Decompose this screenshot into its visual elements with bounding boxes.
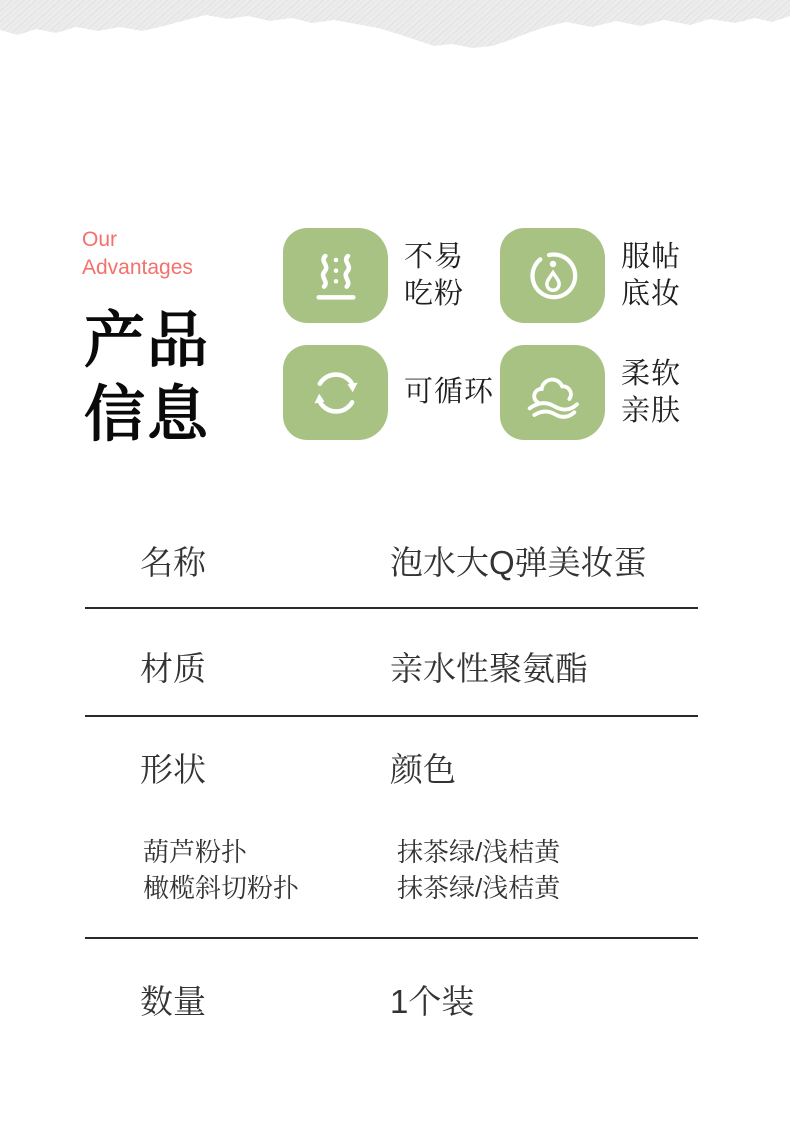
advantages-eyebrow: Our Advantages — [82, 228, 193, 279]
spec-subrow-value-gourd-puff: 抹茶绿/浅桔黄 — [397, 837, 561, 867]
advantage-label: 服帖 底妆 — [621, 240, 682, 310]
spec-label-material: 材质 — [140, 650, 206, 687]
page-title — [84, 303, 210, 451]
advantage-item-recyclable — [283, 345, 494, 440]
spec-subrow-value-olive-puff: 抹茶绿/浅桔黄 — [397, 873, 561, 903]
advantage-label: 可循环 — [404, 376, 495, 408]
page-title-line2: 信息 — [84, 380, 211, 448]
spec-label-quantity: 数量 — [140, 983, 206, 1020]
recycle-arrows-icon — [283, 345, 388, 440]
advantage-label: 柔软 亲肤 — [621, 357, 682, 427]
water-drop-circle-icon — [500, 228, 605, 323]
page-title-line1: 产品 — [84, 306, 211, 374]
divider — [85, 937, 698, 939]
spec-value-name: 泡水大Q弹美妆蛋 — [390, 544, 647, 581]
powder-steam-icon — [283, 228, 388, 323]
advantage-item-fits-base — [500, 228, 681, 323]
spec-label-name: 名称 — [140, 544, 206, 581]
torn-paper-edge — [0, 0, 790, 60]
advantage-label: 不易 吃粉 — [404, 240, 465, 310]
divider — [85, 715, 698, 717]
spec-value-quantity: 1个装 — [390, 983, 475, 1020]
spec-label-shape: 形状 — [140, 751, 206, 788]
spec-subrow-label-olive-puff: 橄榄斜切粉扑 — [143, 873, 300, 903]
divider — [85, 607, 698, 609]
spec-header-color: 颜色 — [390, 751, 456, 788]
spec-value-material: 亲水性聚氨酯 — [390, 650, 588, 687]
advantage-item-no-caking — [283, 228, 464, 323]
advantage-item-soft-skin — [500, 345, 681, 440]
spec-subrow-label-gourd-puff: 葫芦粉扑 — [143, 837, 248, 867]
soft-cloud-icon — [500, 345, 605, 440]
